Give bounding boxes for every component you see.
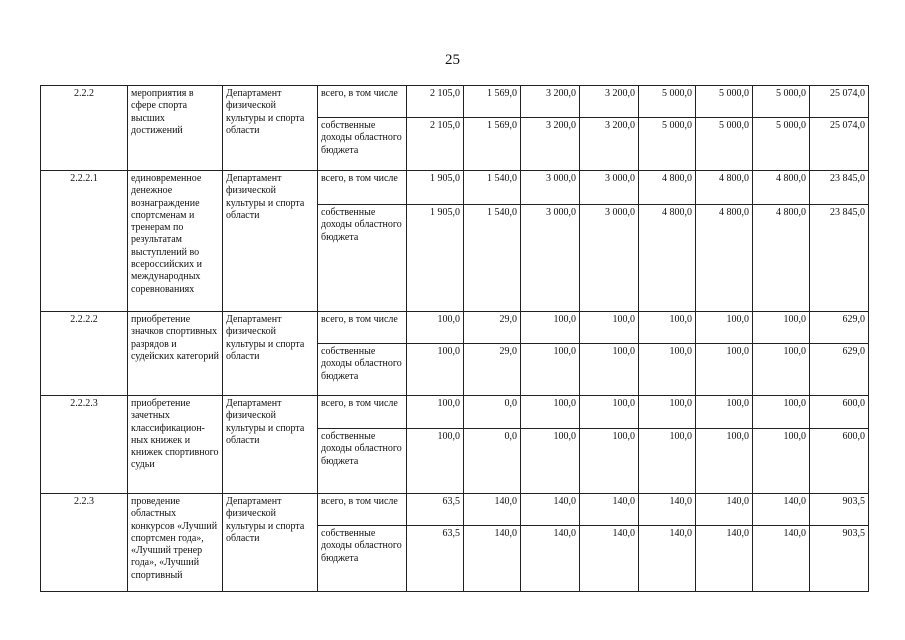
row-year-value: 100,0 — [696, 312, 753, 344]
row-total-value: 903,5 — [810, 526, 869, 592]
row-name: единовременное денежное вознаграждение спортсменам и тренерам по результатам выступлений во всероссийских и международных соревнованиях — [128, 171, 223, 312]
row-code: 2.2.2.1 — [41, 171, 128, 312]
row-year-value: 5 000,0 — [696, 118, 753, 171]
row-year-value: 100,0 — [696, 396, 753, 429]
row-year-value: 2 105,0 — [407, 86, 464, 118]
row-year-value: 1 540,0 — [464, 205, 521, 312]
row-executor: Департамент физической культуры и спорта области — [223, 312, 318, 396]
row-year-value: 100,0 — [407, 429, 464, 494]
row-funding-source: собственные доходы областного бюджета — [318, 205, 407, 312]
row-total-value: 25 074,0 — [810, 86, 869, 118]
row-year-value: 3 000,0 — [580, 205, 639, 312]
row-total-value: 600,0 — [810, 429, 869, 494]
row-year-value: 100,0 — [696, 429, 753, 494]
row-year-value: 1 905,0 — [407, 205, 464, 312]
row-year-value: 100,0 — [521, 429, 580, 494]
row-year-value: 3 000,0 — [521, 205, 580, 312]
row-executor: Департамент физической культуры и спорта области — [223, 494, 318, 592]
row-year-value: 100,0 — [753, 396, 810, 429]
row-year-value: 100,0 — [753, 312, 810, 344]
row-year-value: 140,0 — [696, 526, 753, 592]
row-funding-source: всего, в том числе — [318, 312, 407, 344]
row-year-value: 4 800,0 — [696, 205, 753, 312]
row-year-value: 140,0 — [464, 494, 521, 526]
row-name: проведение областных конкурсов «Лучший спортсмен года», «Лучший тренер года», «Лучший спортивный — [128, 494, 223, 592]
row-year-value: 140,0 — [639, 526, 696, 592]
row-year-value: 3 200,0 — [521, 86, 580, 118]
row-funding-source: собственные доходы областного бюджета — [318, 429, 407, 494]
table-row-total — [41, 86, 869, 118]
row-year-value: 100,0 — [753, 344, 810, 396]
row-year-value: 100,0 — [696, 344, 753, 396]
row-year-value: 100,0 — [407, 312, 464, 344]
row-funding-source: собственные доходы областного бюджета — [318, 118, 407, 171]
row-year-value: 100,0 — [407, 396, 464, 429]
row-year-value: 0,0 — [464, 429, 521, 494]
table-row-total — [41, 396, 869, 429]
row-year-value: 1 540,0 — [464, 171, 521, 205]
row-year-value: 140,0 — [580, 526, 639, 592]
row-year-value: 140,0 — [580, 494, 639, 526]
row-year-value: 29,0 — [464, 344, 521, 396]
row-year-value: 140,0 — [753, 526, 810, 592]
row-funding-source: собственные доходы областного бюджета — [318, 344, 407, 396]
row-year-value: 3 000,0 — [580, 171, 639, 205]
row-code: 2.2.2.3 — [41, 396, 128, 494]
table-row-total — [41, 494, 869, 526]
row-year-value: 5 000,0 — [639, 86, 696, 118]
row-funding-source: собственные доходы областного бюджета — [318, 526, 407, 592]
table-row-total — [41, 312, 869, 344]
row-year-value: 100,0 — [521, 396, 580, 429]
row-year-value: 3 000,0 — [521, 171, 580, 205]
row-funding-source: всего, в том числе — [318, 494, 407, 526]
row-year-value: 100,0 — [639, 396, 696, 429]
row-year-value: 100,0 — [580, 312, 639, 344]
row-executor: Департамент физической культуры и спорта области — [223, 86, 318, 171]
budget-table — [40, 85, 869, 592]
row-year-value: 5 000,0 — [753, 118, 810, 171]
row-total-value: 23 845,0 — [810, 171, 869, 205]
row-year-value: 1 905,0 — [407, 171, 464, 205]
row-total-value: 629,0 — [810, 312, 869, 344]
row-year-value: 2 105,0 — [407, 118, 464, 171]
row-code: 2.2.3 — [41, 494, 128, 592]
row-code: 2.2.2.2 — [41, 312, 128, 396]
row-year-value: 0,0 — [464, 396, 521, 429]
row-executor: Департамент физической культуры и спорта области — [223, 171, 318, 312]
row-code: 2.2.2 — [41, 86, 128, 171]
row-year-value: 63,5 — [407, 494, 464, 526]
row-year-value: 63,5 — [407, 526, 464, 592]
row-name: мероприятия в сфере спорта высших достижений — [128, 86, 223, 171]
row-year-value: 100,0 — [407, 344, 464, 396]
row-year-value: 4 800,0 — [639, 205, 696, 312]
row-year-value: 29,0 — [464, 312, 521, 344]
row-year-value: 100,0 — [580, 344, 639, 396]
row-total-value: 23 845,0 — [810, 205, 869, 312]
row-year-value: 5 000,0 — [696, 86, 753, 118]
row-year-value: 140,0 — [521, 494, 580, 526]
row-total-value: 903,5 — [810, 494, 869, 526]
row-year-value: 100,0 — [639, 344, 696, 396]
row-year-value: 3 200,0 — [580, 86, 639, 118]
row-year-value: 1 569,0 — [464, 118, 521, 171]
row-year-value: 5 000,0 — [639, 118, 696, 171]
row-year-value: 100,0 — [639, 312, 696, 344]
row-year-value: 100,0 — [580, 396, 639, 429]
row-year-value: 4 800,0 — [639, 171, 696, 205]
row-total-value: 25 074,0 — [810, 118, 869, 171]
row-funding-source: всего, в том числе — [318, 171, 407, 205]
row-name: приобретение зачетных классификацион-ных книжек и книжек спортивного судьи — [128, 396, 223, 494]
row-executor: Департамент физической культуры и спорта области — [223, 396, 318, 494]
row-year-value: 5 000,0 — [753, 86, 810, 118]
row-year-value: 140,0 — [521, 526, 580, 592]
row-funding-source: всего, в том числе — [318, 86, 407, 118]
row-year-value: 100,0 — [580, 429, 639, 494]
row-total-value: 629,0 — [810, 344, 869, 396]
row-year-value: 100,0 — [521, 344, 580, 396]
row-year-value: 140,0 — [464, 526, 521, 592]
row-year-value: 100,0 — [639, 429, 696, 494]
row-year-value: 3 200,0 — [521, 118, 580, 171]
row-year-value: 3 200,0 — [580, 118, 639, 171]
row-year-value: 1 569,0 — [464, 86, 521, 118]
page-number: 25 — [445, 52, 460, 68]
row-year-value: 4 800,0 — [753, 205, 810, 312]
row-year-value: 140,0 — [639, 494, 696, 526]
table-row-total — [41, 171, 869, 205]
table-body — [41, 86, 869, 592]
row-year-value: 4 800,0 — [696, 171, 753, 205]
row-year-value: 100,0 — [521, 312, 580, 344]
row-year-value: 140,0 — [696, 494, 753, 526]
row-year-value: 100,0 — [753, 429, 810, 494]
row-funding-source: всего, в том числе — [318, 396, 407, 429]
row-name: приобретение значков спортивных разрядов и судейских категорий — [128, 312, 223, 396]
row-year-value: 140,0 — [753, 494, 810, 526]
row-total-value: 600,0 — [810, 396, 869, 429]
row-year-value: 4 800,0 — [753, 171, 810, 205]
